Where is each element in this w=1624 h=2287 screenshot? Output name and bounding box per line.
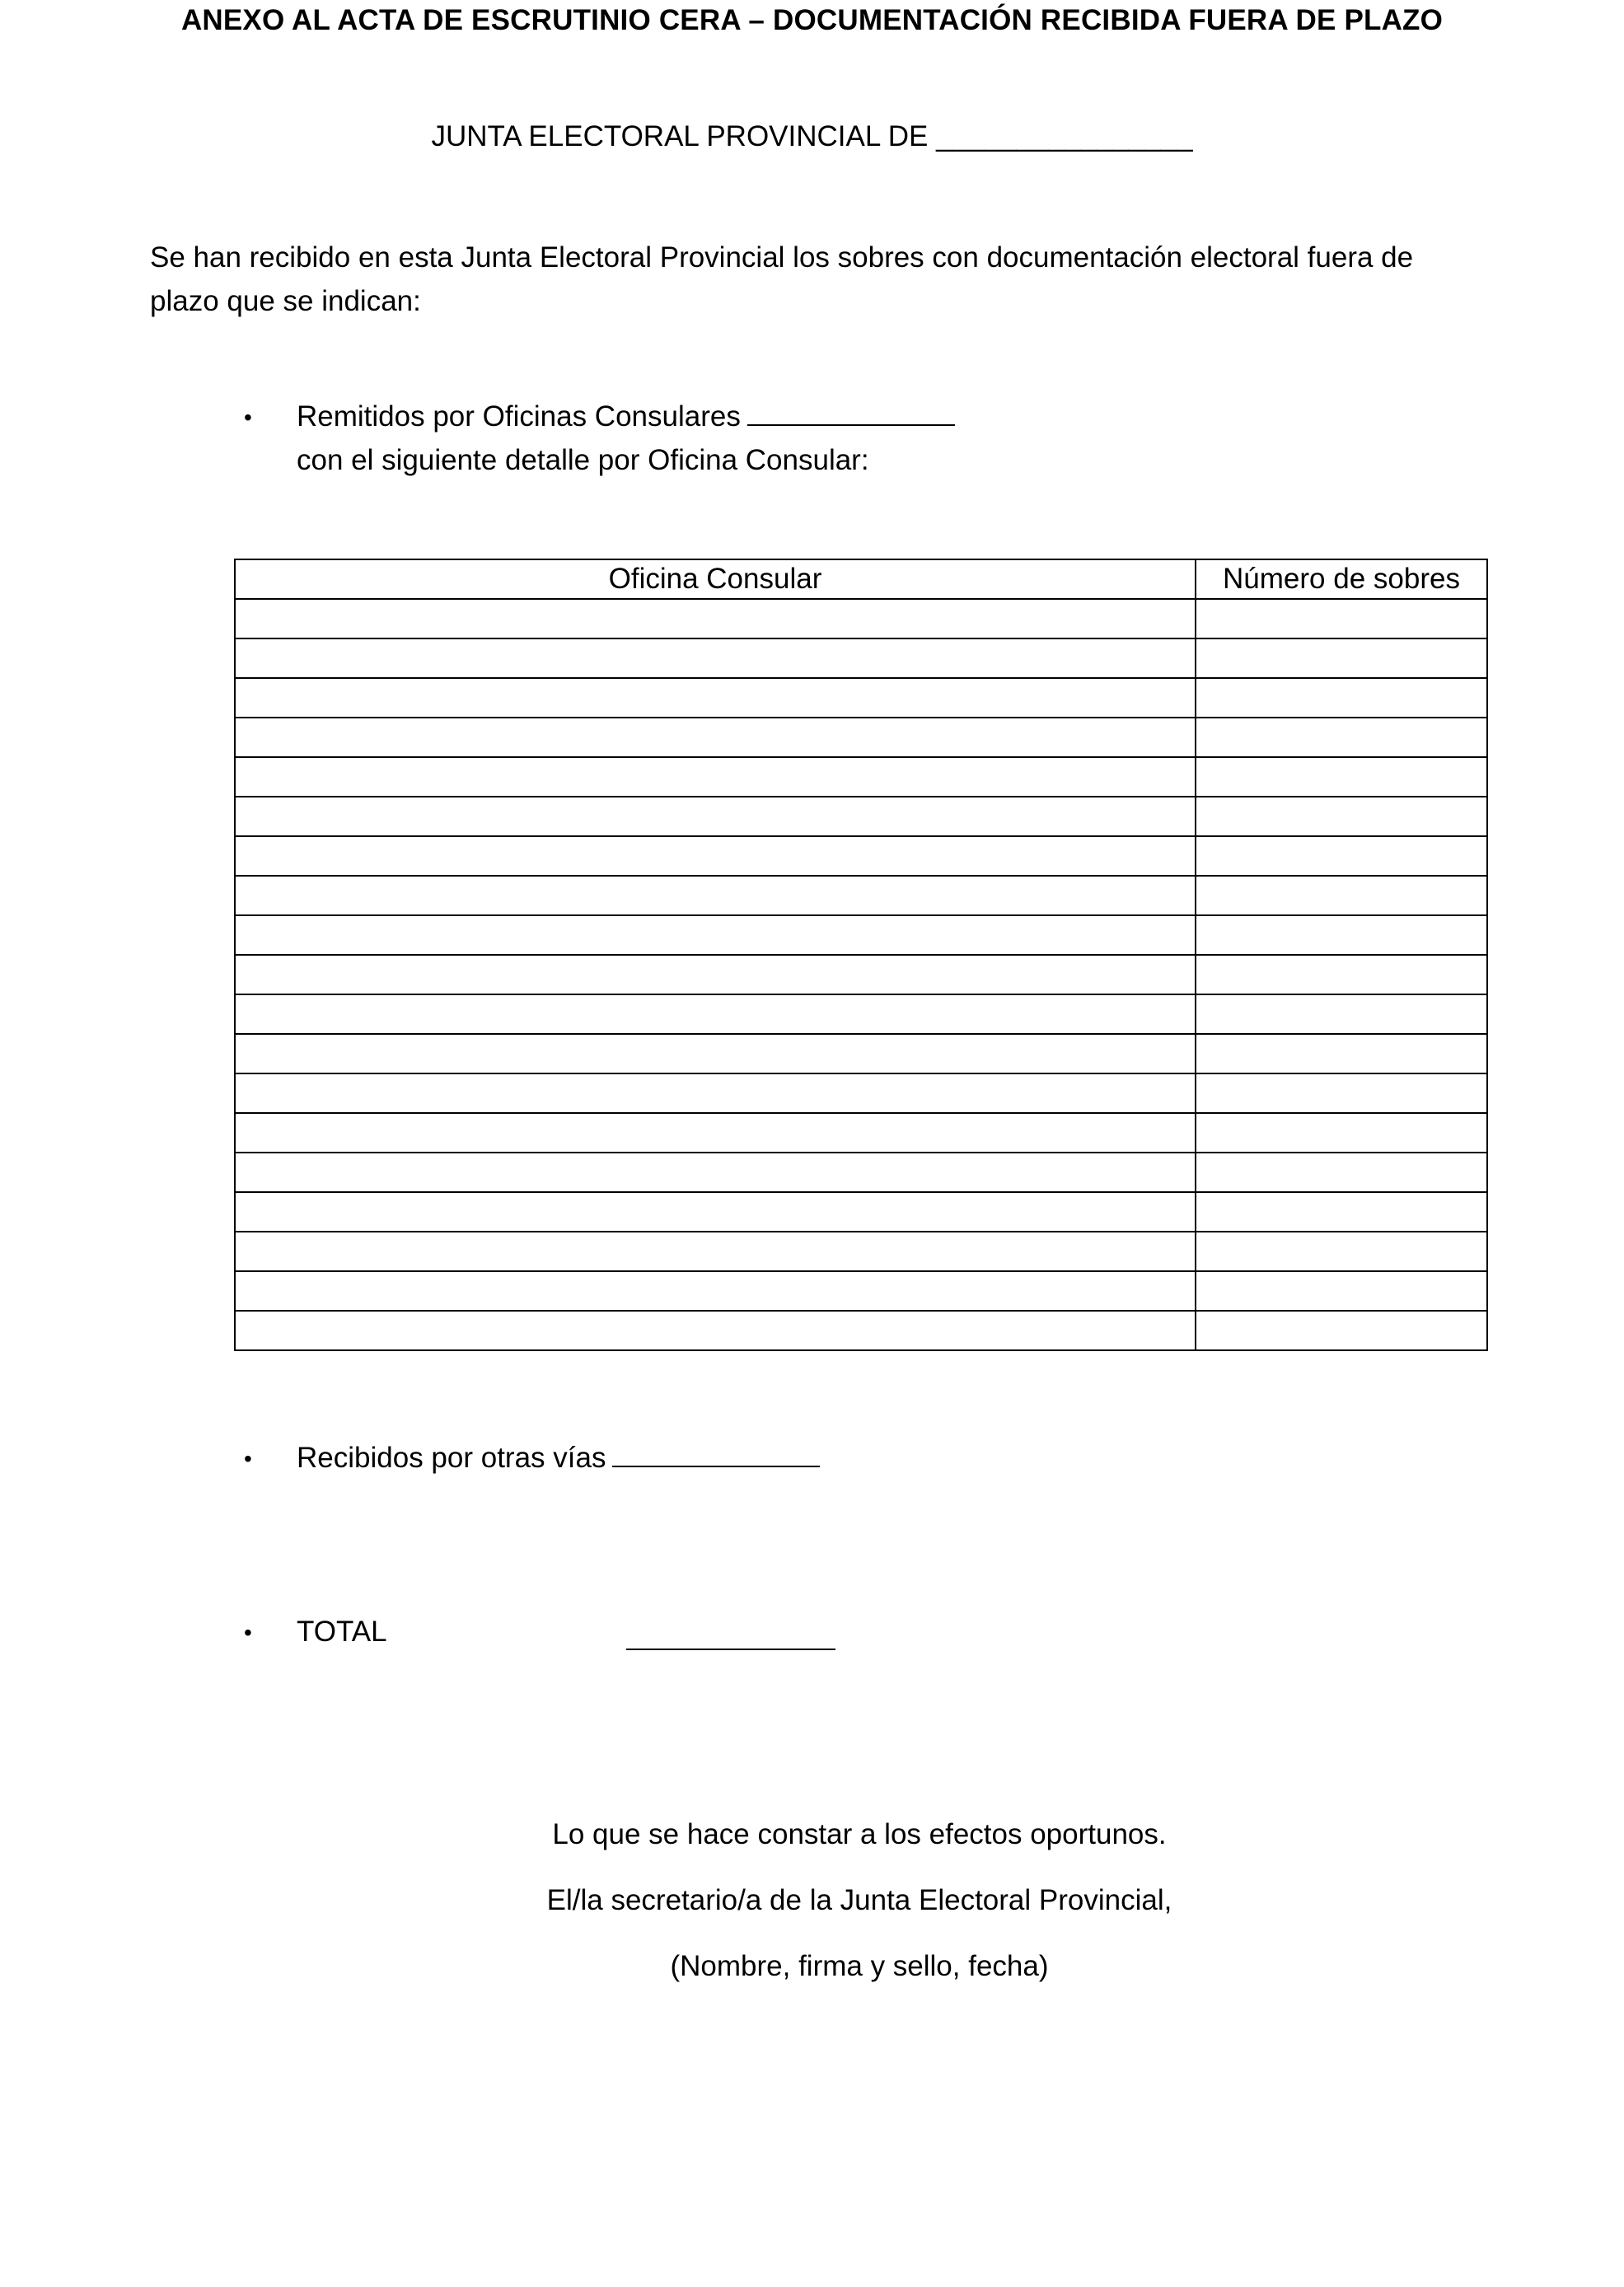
numero-sobres-cell[interactable] <box>1196 1073 1487 1113</box>
total-label: TOTAL <box>297 1616 387 1648</box>
table-row <box>235 638 1487 678</box>
otras-vias-count-blank[interactable] <box>612 1438 820 1467</box>
table-row <box>235 678 1487 718</box>
oficina-cell[interactable] <box>235 994 1196 1034</box>
numero-sobres-cell[interactable] <box>1196 718 1487 757</box>
table-row <box>235 1153 1487 1192</box>
table-row <box>235 955 1487 994</box>
consulares-count-blank[interactable] <box>747 396 955 426</box>
oficina-cell[interactable] <box>235 757 1196 797</box>
consulares-label: Remitidos por Oficinas Consulares <box>297 400 741 433</box>
numero-sobres-cell[interactable] <box>1196 1232 1487 1271</box>
table-row <box>235 718 1487 757</box>
table-row <box>235 994 1487 1034</box>
intro-paragraph: Se han recibido en esta Junta Electoral Provincial los sobres con documentación electoral fuera de plazo que se indican: <box>150 241 1414 317</box>
table-row <box>235 1311 1487 1350</box>
total-count-blank[interactable] <box>626 1621 835 1650</box>
consulares-detail-line: con el siguiente detalle por Oficina Consular: <box>297 444 869 476</box>
oficina-cell[interactable] <box>235 1271 1196 1311</box>
table-row <box>235 757 1487 797</box>
table-row <box>235 1073 1487 1113</box>
oficina-cell[interactable] <box>235 599 1196 638</box>
oficina-cell[interactable] <box>235 678 1196 718</box>
numero-sobres-cell[interactable] <box>1196 599 1487 638</box>
table-row <box>235 876 1487 915</box>
numero-sobres-cell[interactable] <box>1196 1271 1487 1311</box>
numero-sobres-cell[interactable] <box>1196 1311 1487 1350</box>
secretary-line: El/la secretario/a de la Junta Electoral Provincial, <box>546 1884 1172 1916</box>
oficina-cell[interactable] <box>235 638 1196 678</box>
numero-sobres-cell[interactable] <box>1196 1113 1487 1153</box>
oficina-cell[interactable] <box>235 955 1196 994</box>
total-line <box>297 1611 387 1653</box>
oficina-cell[interactable] <box>235 1311 1196 1350</box>
oficina-cell[interactable] <box>235 1192 1196 1232</box>
table-row <box>235 1034 1487 1073</box>
table-row <box>235 915 1487 955</box>
table-header-row <box>235 559 1487 599</box>
table-row <box>235 1192 1487 1232</box>
otras-vias-line <box>297 1437 820 1480</box>
otras-vias-label: Recibidos por otras vías <box>297 1442 606 1474</box>
oficina-cell[interactable] <box>235 1153 1196 1192</box>
closing-statement: Lo que se hace constar a los efectos oportunos. <box>552 1818 1167 1850</box>
table-row <box>235 836 1487 876</box>
oficina-cell[interactable] <box>235 718 1196 757</box>
consulares-line <box>297 395 955 438</box>
numero-sobres-cell[interactable] <box>1196 955 1487 994</box>
oficina-cell[interactable] <box>235 1232 1196 1271</box>
numero-sobres-cell[interactable] <box>1196 1192 1487 1232</box>
document-title: ANEXO AL ACTA DE ESCRUTINIO CERA – DOCUMENTACIÓN RECIBIDA FUERA DE PLAZO <box>180 4 1444 36</box>
numero-sobres-cell[interactable] <box>1196 994 1487 1034</box>
table-body <box>235 599 1487 1350</box>
numero-sobres-cell[interactable] <box>1196 915 1487 955</box>
numero-sobres-cell[interactable] <box>1196 797 1487 836</box>
col-header-oficina: Oficina Consular <box>235 559 1196 599</box>
oficina-cell[interactable] <box>235 876 1196 915</box>
bullet-marker: • <box>244 1620 252 1645</box>
bullet-marker: • <box>244 405 252 430</box>
oficina-cell[interactable] <box>235 1073 1196 1113</box>
numero-sobres-cell[interactable] <box>1196 1153 1487 1192</box>
oficina-cell[interactable] <box>235 836 1196 876</box>
signature-line: (Nombre, firma y sello, fecha) <box>670 1950 1049 1982</box>
oficina-cell[interactable] <box>235 1034 1196 1073</box>
table-row <box>235 599 1487 638</box>
bullet-marker: • <box>244 1446 252 1471</box>
oficina-cell[interactable] <box>235 1113 1196 1153</box>
consular-table <box>234 559 1488 1351</box>
numero-sobres-cell[interactable] <box>1196 1034 1487 1073</box>
table-row <box>235 1113 1487 1153</box>
table-row <box>235 1232 1487 1271</box>
numero-sobres-cell[interactable] <box>1196 638 1487 678</box>
oficina-cell[interactable] <box>235 797 1196 836</box>
table-row <box>235 797 1487 836</box>
col-header-numero: Número de sobres <box>1196 559 1487 599</box>
numero-sobres-cell[interactable] <box>1196 876 1487 915</box>
oficina-cell[interactable] <box>235 915 1196 955</box>
numero-sobres-cell[interactable] <box>1196 836 1487 876</box>
numero-sobres-cell[interactable] <box>1196 757 1487 797</box>
numero-sobres-cell[interactable] <box>1196 678 1487 718</box>
table-row <box>235 1271 1487 1311</box>
junta-provincial-heading: JUNTA ELECTORAL PROVINCIAL DE ________________ <box>431 120 1193 152</box>
